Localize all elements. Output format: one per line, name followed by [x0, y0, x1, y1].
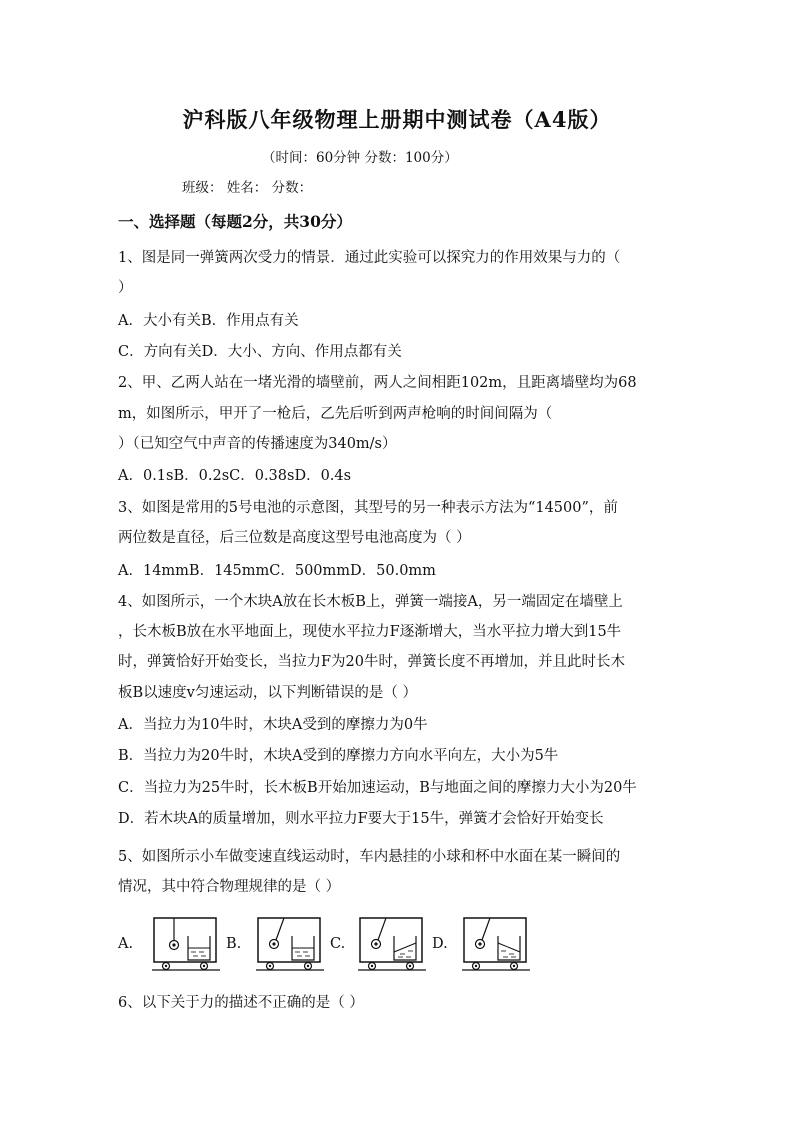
question-2-line-1: 2、甲、乙两人站在一堵光滑的墙壁前，两人之间相距102m，且距离墙壁均为68 [118, 375, 637, 391]
question-3-line-1: 3、如图是常用的5号电池的示意图，其型号的另一种表示方法为“14500”，前 [118, 500, 618, 516]
question-4-option-c: C．当拉力为25牛时，长木板B开始加速运动，B与地面之间的摩擦力大小为20牛 [118, 780, 637, 796]
question-2-line-2: m，如图所示，甲开了一枪后，乙先后听到两声枪响的时间间隔为（ [118, 406, 553, 422]
question-5-figures [118, 912, 548, 974]
question-2-line-3: ）（已知空气中声音的传播速度为340m/s） [118, 436, 397, 452]
question-4-option-d: D．若木块A的质量增加，则水平拉力F要大于15牛，弹簧才会恰好开始变长 [118, 811, 604, 827]
question-4-line-3: 时，弹簧恰好开始变长，当拉力F为20牛时，弹簧长度不再增加，并且此时长木 [118, 654, 626, 670]
question-1-options-ab: A．大小有关B．作用点有关 [118, 313, 299, 329]
cart-figure-d [462, 916, 530, 974]
question-1-options-cd: C．方向有关D．大小、方向、作用点都有关 [118, 344, 402, 360]
exam-time-info: （时间：60分钟 分数：100分） [262, 150, 458, 166]
figure-label-d: D. [432, 936, 448, 952]
question-4-line-2: ，长木板B放在水平地面上，现使水平拉力F逐渐增大，当水平拉力增大到15牛 [118, 624, 622, 640]
question-5-line-2: 情况，其中符合物理规律的是（ ） [118, 879, 341, 895]
question-4-line-4: 板B以速度v匀速运动，以下判断错误的是（ ） [118, 685, 417, 701]
question-2-options: A．0.1sB．0.2sC．0.38sD．0.4s [118, 468, 352, 484]
question-5-line-1: 5、如图所示小车做变速直线运动时，车内悬挂的小球和杯中水面在某一瞬间的 [118, 849, 621, 865]
cart-figure-b [256, 916, 324, 974]
question-1-line-1: 1、图是同一弹簧两次受力的情景．通过此实验可以探究力的作用效果与力的（ [118, 250, 621, 266]
question-3-line-2: 两位数是直径，后三位数是高度这型号电池高度为（ ） [118, 530, 471, 546]
cart-figure-a [152, 916, 220, 974]
question-4-line-1: 4、如图所示，一个木块A放在长木板B上，弹簧一端接A，另一端固定在墙壁上 [118, 594, 623, 610]
page-title: 沪科版八年级物理上册期中测试卷（A4版） [182, 107, 612, 132]
cart-figure-c [358, 916, 426, 974]
figure-label-b: B. [226, 936, 242, 952]
section-heading: 一、选择题（每题2分，共30分） [118, 212, 352, 231]
figure-label-a: A. [118, 936, 134, 952]
question-3-options: A．14mmB．145mmC．500mmD．50.0mm [118, 563, 436, 579]
question-4-option-b: B．当拉力为20牛时，木块A受到的摩擦力方向水平向左，大小为5牛 [118, 748, 559, 764]
student-info: 班级： 姓名： 分数： [182, 180, 313, 196]
question-4-option-a: A．当拉力为10牛时，木块A受到的摩擦力为0牛 [118, 717, 428, 733]
question-1-line-2: ） [118, 280, 133, 296]
figure-label-c: C. [330, 936, 346, 952]
question-6-line-1: 6、以下关于力的描述不正确的是（ ） [118, 995, 364, 1011]
